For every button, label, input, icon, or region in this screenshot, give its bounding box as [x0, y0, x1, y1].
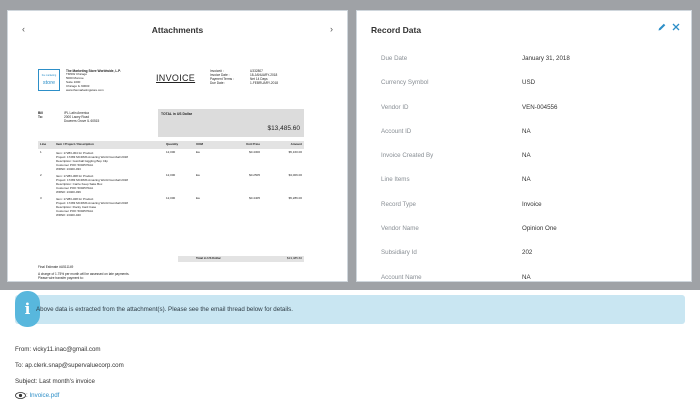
record-field-vendor-name: Vendor Name Opinion One [381, 225, 557, 233]
email-subject: Subject: Last month's invoice [15, 378, 95, 385]
company-address: The Marketing Store Worldwide, L.P. TMSW Chicago 5000 Monroe Suite 1000 Chicago IL 60603 www.themarketingstore.com [66, 69, 121, 92]
record-field-account-name: Account Name NA [381, 273, 531, 281]
table-row: 3 Item: 17283-328 for Product Project: 17283 MCDMS Amazing World Gumball 2018 Description: Rocky Card Case Customer PO#: 5002570AA WRN#: 13400-040 12,000 Ea $0.4405 $5,286.00 [40, 195, 302, 218]
company-logo: the marketing store [38, 69, 60, 91]
email-from: From: vicky11.inac@gmail.com [15, 346, 101, 353]
record-field-subsidiary-id: Subsidiary Id 202 [381, 249, 533, 257]
invoice-document: the marketing store The Marketing Store Worldwide, L.P. TMSW Chicago 5000 Monroe Suite 1000 Chicago IL 60603 www.themarketingstore.com INVOICE Invoice# : U332807 Invoice Date : 18-JANUARY-2018 Payment Terms : Net 14 Days Due Date : 1-FEBRUARY-2018 Bill To: IPL Latin America 2000 Lacey Road Downers Grove IL 60515 TOTAL in US Dollar $13,485.60 Line Item / Project / Description Quantity UOM Unit Price Amount 1 Item: 17283-304 for Product Project: 17283 MCDMS Amazing World Gumball 2018 Description: Gumball Giggling Bop Clip Customer PO#: 5002570AA WRN#: 13400-033 12,000 Ea $0.4300 $5,160.00 2 Item: 17283-308 for Product Project: 17283 MCDMS Amazing World Gumball 2018 Description: Carrie Keep Sake Box Customer PO#: 5002570AA WRN#: 13400-039 12,000 Ea $0.2505 $3,006.00 3 Item: 17283-328 for Product Project: 17283 MCDMS Amazing World Gumball 2018 Description: Rocky Card Case Customer PO#: 5002570AA WRN#: 13400-040 12,000 Ea $0.4405 $5,286.00 Total in US Dollar $13,485.60 Final Estimate #U511149 A charge of 1.75% per month will be assessed on late payments. Please wire transfer payment to: [38, 67, 304, 289]
email-attachment-row: : Invoice.pdf [15, 392, 59, 399]
record-field-list [381, 51, 681, 294]
close-icon[interactable] [671, 22, 681, 32]
record-field-currency-symbol: Currency Symbol USD [381, 79, 536, 87]
table-row: 2 Item: 17283-308 for Product Project: 17283 MCDMS Amazing World Gumball 2018 Description: Carrie Keep Sake Box Customer PO#: 5002570AA WRN#: 13400-039 12,000 Ea $0.2505 $3,006.00 [40, 172, 302, 194]
record-data-panel [356, 10, 692, 282]
record-field-vendor-id: Vendor ID VEN-004556 [381, 103, 558, 111]
invoice-total-box: TOTAL in US Dollar $13,485.60 [158, 109, 304, 137]
invoice-grand-total: Total in US Dollar $13,485.60 [178, 256, 304, 262]
table-header-row: Line Item / Project / Description Quantity UOM Unit Price Amount [38, 141, 304, 149]
next-attachment-arrow[interactable]: › [330, 24, 333, 34]
attachments-panel [7, 10, 348, 282]
table-row: 1 Item: 17283-304 for Product Project: 17283 MCDMS Amazing World Gumball 2018 Description: Gumball Giggling Bop Clip Customer PO#: 5002570AA WRN#: 13400-033 12,000 Ea $0.4300 $5,160.00 [40, 149, 302, 171]
edit-pencil-icon[interactable] [657, 22, 667, 32]
record-field-line-items: Line Items NA [381, 176, 531, 184]
info-banner-text: Above data is extracted from the attachment(s). Please see the email thread below for details. [36, 306, 293, 313]
attachments-title: Attachments [151, 25, 204, 35]
invoice-meta: Invoice# : U332807 Invoice Date : 18-JANUARY-2018 Payment Terms : Net 14 Days Due Date : 1-FEBRUARY-2018 [210, 69, 278, 86]
invoice-line-table [38, 141, 304, 219]
record-field-invoice-created-by: Invoice Created By NA [381, 152, 531, 160]
record-data-title: Record Data [371, 25, 422, 35]
record-field-due-date: Due Date January 31, 2018 [381, 55, 570, 62]
eye-icon[interactable] [15, 392, 26, 399]
info-icon: i [15, 291, 40, 327]
invoice-footer: Final Estimate #U511149 A charge of 1.75% per month will be assessed on late payments. Please wire transfer payment to: [38, 265, 130, 281]
record-field-account-id: Account ID NA [381, 127, 531, 135]
invoice-heading: INVOICE [156, 73, 196, 83]
previous-attachment-arrow[interactable]: ‹ [22, 24, 25, 34]
attachment-link[interactable]: Invoice.pdf [29, 392, 60, 400]
email-to: To: ap.clerk.snap@supervaluecorp.com [15, 362, 124, 369]
record-field-record-type: Record Type Invoice [381, 200, 542, 208]
